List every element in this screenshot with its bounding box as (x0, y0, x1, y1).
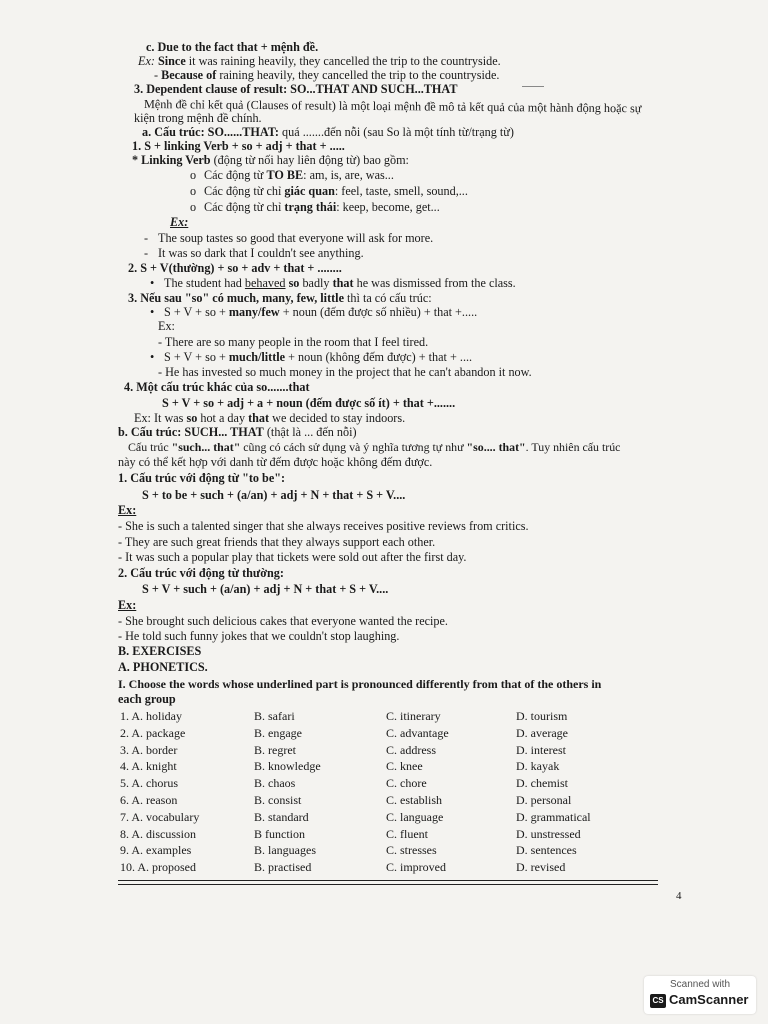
exercise-row (0, 758, 768, 774)
exercise-option-b: B. engage (254, 725, 302, 740)
exercise-option-c: C. itinerary (386, 709, 441, 723)
such-structure-1-formula: S + to be + such + (a/an) + adj + N + that + S + V.... (142, 488, 406, 502)
example-because-of: - Because of raining heavily, they cancelled the trip to the countryside. (154, 68, 500, 82)
example-funny-jokes: - He told such funny jokes that we couldn't stop laughing. (118, 629, 400, 643)
exercise-row (0, 708, 768, 724)
camscanner-name: CamScanner (669, 992, 749, 1007)
exercise-option-a: 9. A. examples (120, 843, 192, 858)
exercise-option-c: C. improved (386, 860, 446, 875)
linking-verb-item-state: o Các động từ chỉ trạng thái: keep, become, get... (190, 200, 440, 214)
example-label-4: Ex: (118, 598, 137, 612)
exercise-option-d: D. sentences (516, 843, 577, 858)
exercise-option-d: D. average (516, 725, 568, 740)
example-talented-singer: - She is such a talented singer that she always receives positive reviews from critics. (118, 519, 529, 533)
exercise-option-d: D. tourism (516, 709, 568, 723)
exercise-option-c: C. advantage (386, 725, 449, 740)
exercise-option-c: C. address (386, 742, 436, 757)
exercise-option-b: B. practised (254, 860, 312, 875)
exercise-row (0, 842, 768, 858)
example-many-people: - There are so many people in the room that I feel tired. (158, 335, 429, 349)
linking-verb-intro: * Linking Verb (động từ nối hay liên động từ) bao gồm: (132, 153, 409, 167)
linking-verb-item-to-be: o Các động từ TO BE: am, is, are, was... (190, 168, 394, 182)
exercise-option-d: D. kayak (516, 759, 560, 774)
exercise-option-d: D. personal (516, 793, 572, 807)
exercise-option-c: C. chore (386, 776, 427, 791)
scanned-with-label: Scanned with (669, 979, 731, 990)
exercise-option-c: C. language (386, 809, 444, 824)
structure-1: 1. S + linking Verb + so + adj + that + ..... (132, 139, 345, 153)
example-label-2: Ex: (158, 319, 175, 333)
exercise-option-a: 8. A. discussion (120, 826, 197, 841)
structure-many-few: • S + V + so + many/few + noun (đếm được số nhiều) + that +..... (150, 305, 478, 319)
exercise-instruction: I. Choose the words whose underlined part is pronounced differently from that of the others in (118, 677, 602, 691)
bottom-rule-2 (118, 884, 658, 885)
example-hot-day: Ex: It was so hot a day that we decided to stay indoors. (134, 411, 406, 425)
exercise-option-b: B function (254, 826, 305, 841)
such-structure-1-heading: 1. Cấu trúc với động từ "to be": (118, 471, 286, 485)
exercise-row (0, 742, 768, 758)
camscanner-watermark (644, 976, 756, 1014)
section-c-heading: c. Due to the fact that + mệnh đề. (146, 40, 319, 54)
exercise-row (0, 792, 768, 808)
exercise-row (0, 809, 768, 825)
exercise-option-a: 1. A. holiday (120, 709, 182, 723)
exercise-option-a: 10. A. proposed (120, 860, 196, 875)
result-clause-definition-cont: kiện trong mệnh đề chính. (134, 111, 262, 125)
exercise-option-c: C. stresses (386, 843, 437, 858)
exercise-option-a: 4. A. knight (120, 759, 177, 774)
example-popular-play: - It was such a popular play that tickets were sold out after the first day. (118, 550, 467, 564)
such-that-heading: b. Cấu trúc: SUCH... THAT (thật là ... đến nỗi) (118, 425, 357, 439)
exercise-option-a: 6. A. reason (120, 793, 178, 807)
example-label: Ex: (170, 215, 189, 229)
exercise-option-a: 3. A. border (120, 742, 178, 757)
example-label-3: Ex: (118, 503, 137, 517)
exercise-option-a: 2. A. package (120, 725, 186, 740)
structure-3: 3. Nếu sau "so" có much, many, few, little thì ta có cấu trúc: (128, 291, 432, 305)
exercise-row (0, 775, 768, 791)
example-dark: - It was so dark that I couldn't see anything. (144, 246, 364, 260)
camscanner-logo-icon: CS (650, 994, 666, 1008)
phonetics-heading: A. PHONETICS. (118, 660, 208, 674)
example-soup: - The soup tastes so good that everyone will ask for more. (144, 231, 434, 245)
scan-mark (522, 86, 544, 87)
structure-2: 2. S + V(thường) + so + adv + that + ........ (128, 261, 342, 275)
exercise-row (0, 826, 768, 842)
exercise-row (0, 725, 768, 741)
exercise-option-d: D. revised (516, 860, 566, 875)
exercise-option-a: 7. A. vocabulary (120, 809, 200, 824)
such-that-description-cont: này có thể kết hợp với danh từ đếm được hoặc không đếm được. (118, 455, 433, 469)
exercise-row (0, 859, 768, 875)
example-since: Ex: Since it was raining heavily, they cancelled the trip to the countryside. (138, 54, 501, 68)
exercise-option-d: D. interest (516, 742, 566, 757)
exercise-option-b: B. safari (254, 709, 295, 723)
linking-verb-item-senses: o Các động từ chỉ giác quan: feel, taste, smell, sound,... (190, 184, 468, 198)
exercise-option-d: D. chemist (516, 776, 568, 791)
exercise-option-b: B. languages (254, 843, 316, 858)
exercise-option-b: B. knowledge (254, 759, 321, 774)
exercise-option-d: D. grammatical (516, 809, 591, 824)
such-structure-2-heading: 2. Cấu trúc với động từ thường: (118, 566, 284, 580)
such-structure-2-formula: S + V + such + (a/an) + adj + N + that + S + V.... (142, 582, 389, 596)
exercise-option-b: B. chaos (254, 776, 296, 791)
exercise-option-a: 5. A. chorus (120, 776, 178, 791)
exercise-option-c: C. establish (386, 793, 442, 807)
example-behaved: • The student had behaved so badly that he was dismissed from the class. (150, 276, 516, 290)
example-great-friends: - They are such great friends that they always support each other. (118, 535, 436, 549)
structure-4: 4. Một cấu trúc khác của so.......that (124, 380, 310, 394)
example-delicious-cakes: - She brought such delicious cakes that everyone wanted the recipe. (118, 614, 448, 628)
page-number: 4 (676, 890, 682, 902)
structure-4-formula: S + V + so + adj + a + noun (đếm được số ít) + that +....... (162, 396, 456, 410)
result-clause-definition: Mệnh đề chỉ kết quả (Clauses of result) là một loại mệnh đề mô tả kết quả của một hành động hoặc sự (143, 97, 642, 116)
example-much-money: - He has invested so much money in the project that he can't abandon it now. (158, 365, 532, 379)
exercise-option-b: B. standard (254, 809, 309, 824)
exercise-option-b: B. consist (254, 793, 302, 807)
structure-much-little: • S + V + so + much/little + noun (không đếm được) + that + .... (150, 350, 473, 364)
exercise-option-b: B. regret (254, 742, 296, 757)
so-that-structure-heading: a. Cấu trúc: SO......THAT: quá .......đến nỗi (sau So là một tính từ/trạng từ) (142, 125, 514, 139)
bottom-rule-1 (118, 880, 658, 881)
exercise-option-c: C. fluent (386, 826, 428, 841)
exercise-option-c: C. knee (386, 759, 423, 774)
exercise-option-d: D. unstressed (516, 826, 581, 841)
such-that-description: Cấu trúc "such... that" cũng có cách sử dụng và ý nghĩa tương tự như "so.... that". Tuy nhiên cấu trúc (128, 440, 621, 454)
exercises-heading: B. EXERCISES (118, 644, 202, 658)
exercise-instruction-cont: each group (118, 692, 176, 706)
section-3-heading: 3. Dependent clause of result: SO...THAT AND SUCH...THAT (134, 82, 458, 96)
